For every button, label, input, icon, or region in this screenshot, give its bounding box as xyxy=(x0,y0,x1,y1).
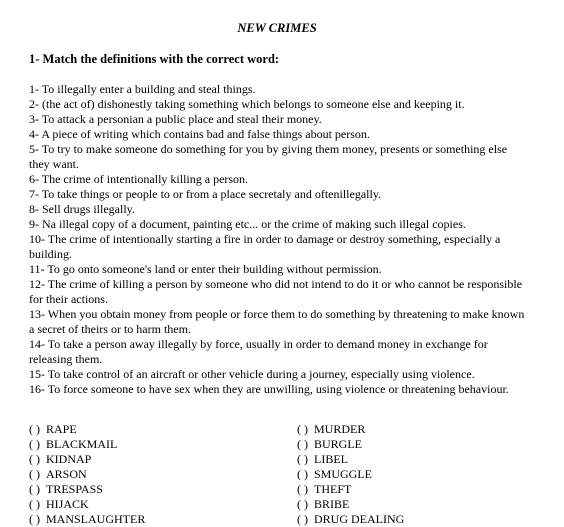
definition-item: 2- (the act of) dishonestly taking something which belongs to someone else and keeping it. xyxy=(29,97,465,111)
definition-item: 3- To attack a personian a public place and steal their money. xyxy=(29,112,322,126)
answer-blank[interactable]: ( ) xyxy=(297,512,308,526)
answer-blank[interactable]: ( ) xyxy=(297,437,308,451)
word-label: MANSLAUGHTER xyxy=(46,512,146,526)
definition-item: 6- The crime of intentionally killing a person. xyxy=(29,172,249,186)
word-option[interactable] xyxy=(29,497,145,512)
word-option[interactable] xyxy=(29,452,145,467)
word-option[interactable] xyxy=(297,452,404,467)
word-option[interactable] xyxy=(297,437,404,452)
definition-item: 10- The crime of intentionally starting a fire in order to damage or destroy something, especially a building. xyxy=(29,232,501,261)
word-label: RAPE xyxy=(46,422,77,436)
word-label: BRIBE xyxy=(314,497,350,511)
word-option[interactable] xyxy=(297,422,404,437)
word-label: ARSON xyxy=(46,467,87,481)
word-label: BURGLE xyxy=(314,437,362,451)
definition-item: 1- To illegally enter a building and steal things. xyxy=(29,82,256,96)
definition-item: 4- A piece of writing which contains bad and false things about person. xyxy=(29,127,370,141)
word-options-left-column xyxy=(29,422,145,527)
answer-blank[interactable]: ( ) xyxy=(297,452,308,466)
word-option[interactable] xyxy=(29,422,145,437)
word-label: TRESPASS xyxy=(46,482,103,496)
word-label: THEFT xyxy=(314,482,352,496)
word-option[interactable] xyxy=(29,437,145,452)
page-title: NEW CRIMES xyxy=(237,21,317,35)
word-option[interactable] xyxy=(29,467,145,482)
definition-item: 15- To take control of an aircraft or other vehicle during a journey, especially using violence. xyxy=(29,367,475,381)
word-label: SMUGGLE xyxy=(314,467,373,481)
answer-blank[interactable]: ( ) xyxy=(29,467,40,481)
word-label: DRUG DEALING xyxy=(314,512,405,526)
definition-item: 9- Na illegal copy of a document, painting etc... or the crime of making such illegal copies. xyxy=(29,217,466,231)
definition-item: 14- To take a person away illegally by force, usually in order to demand money in exchange for releasing them. xyxy=(29,337,488,366)
word-option[interactable] xyxy=(297,467,404,482)
answer-blank[interactable]: ( ) xyxy=(29,437,40,451)
answer-blank[interactable]: ( ) xyxy=(297,497,308,511)
definition-item: 16- To force someone to have sex when they are unwilling, using violence or threatening behaviour. xyxy=(29,382,509,396)
word-label: HIJACK xyxy=(46,497,89,511)
answer-blank[interactable]: ( ) xyxy=(29,497,40,511)
word-option[interactable] xyxy=(29,482,145,497)
answer-blank[interactable]: ( ) xyxy=(297,422,308,436)
definition-item: 5- To try to make someone do something for you by giving them money, presents or something else they want. xyxy=(29,142,508,171)
word-option[interactable] xyxy=(297,512,404,527)
definition-item: 13- When you obtain money from people or force them to do something by threatening to make known a secret of theirs or to harm them. xyxy=(29,307,525,336)
definition-item: 12- The crime of killing a person by someone who did not intend to do it or who cannot be responsible for their actions. xyxy=(29,277,523,306)
definition-item: 8- Sell drugs illegally. xyxy=(29,202,135,216)
answer-blank[interactable]: ( ) xyxy=(297,482,308,496)
word-options-right-column xyxy=(297,422,404,527)
answer-blank[interactable]: ( ) xyxy=(29,512,40,526)
definition-item: 11- To go onto someone's land or enter their building without permission. xyxy=(29,262,382,276)
word-label: LIBEL xyxy=(314,452,348,466)
word-label: MURDER xyxy=(314,422,366,436)
definitions-list xyxy=(29,82,529,397)
definition-item: 7- To take things or people to or from a place secretaly and oftenillegally. xyxy=(29,187,382,201)
answer-blank[interactable]: ( ) xyxy=(29,482,40,496)
answer-blank[interactable]: ( ) xyxy=(29,452,40,466)
word-label: BLACKMAIL xyxy=(46,437,118,451)
word-option[interactable] xyxy=(297,482,404,497)
word-option[interactable] xyxy=(297,497,404,512)
answer-blank[interactable]: ( ) xyxy=(297,467,308,481)
word-label: KIDNAP xyxy=(46,452,92,466)
answer-blank[interactable]: ( ) xyxy=(29,422,40,436)
word-option[interactable] xyxy=(29,512,145,527)
exercise-instruction: 1- Match the definitions with the correct word: xyxy=(29,52,280,66)
